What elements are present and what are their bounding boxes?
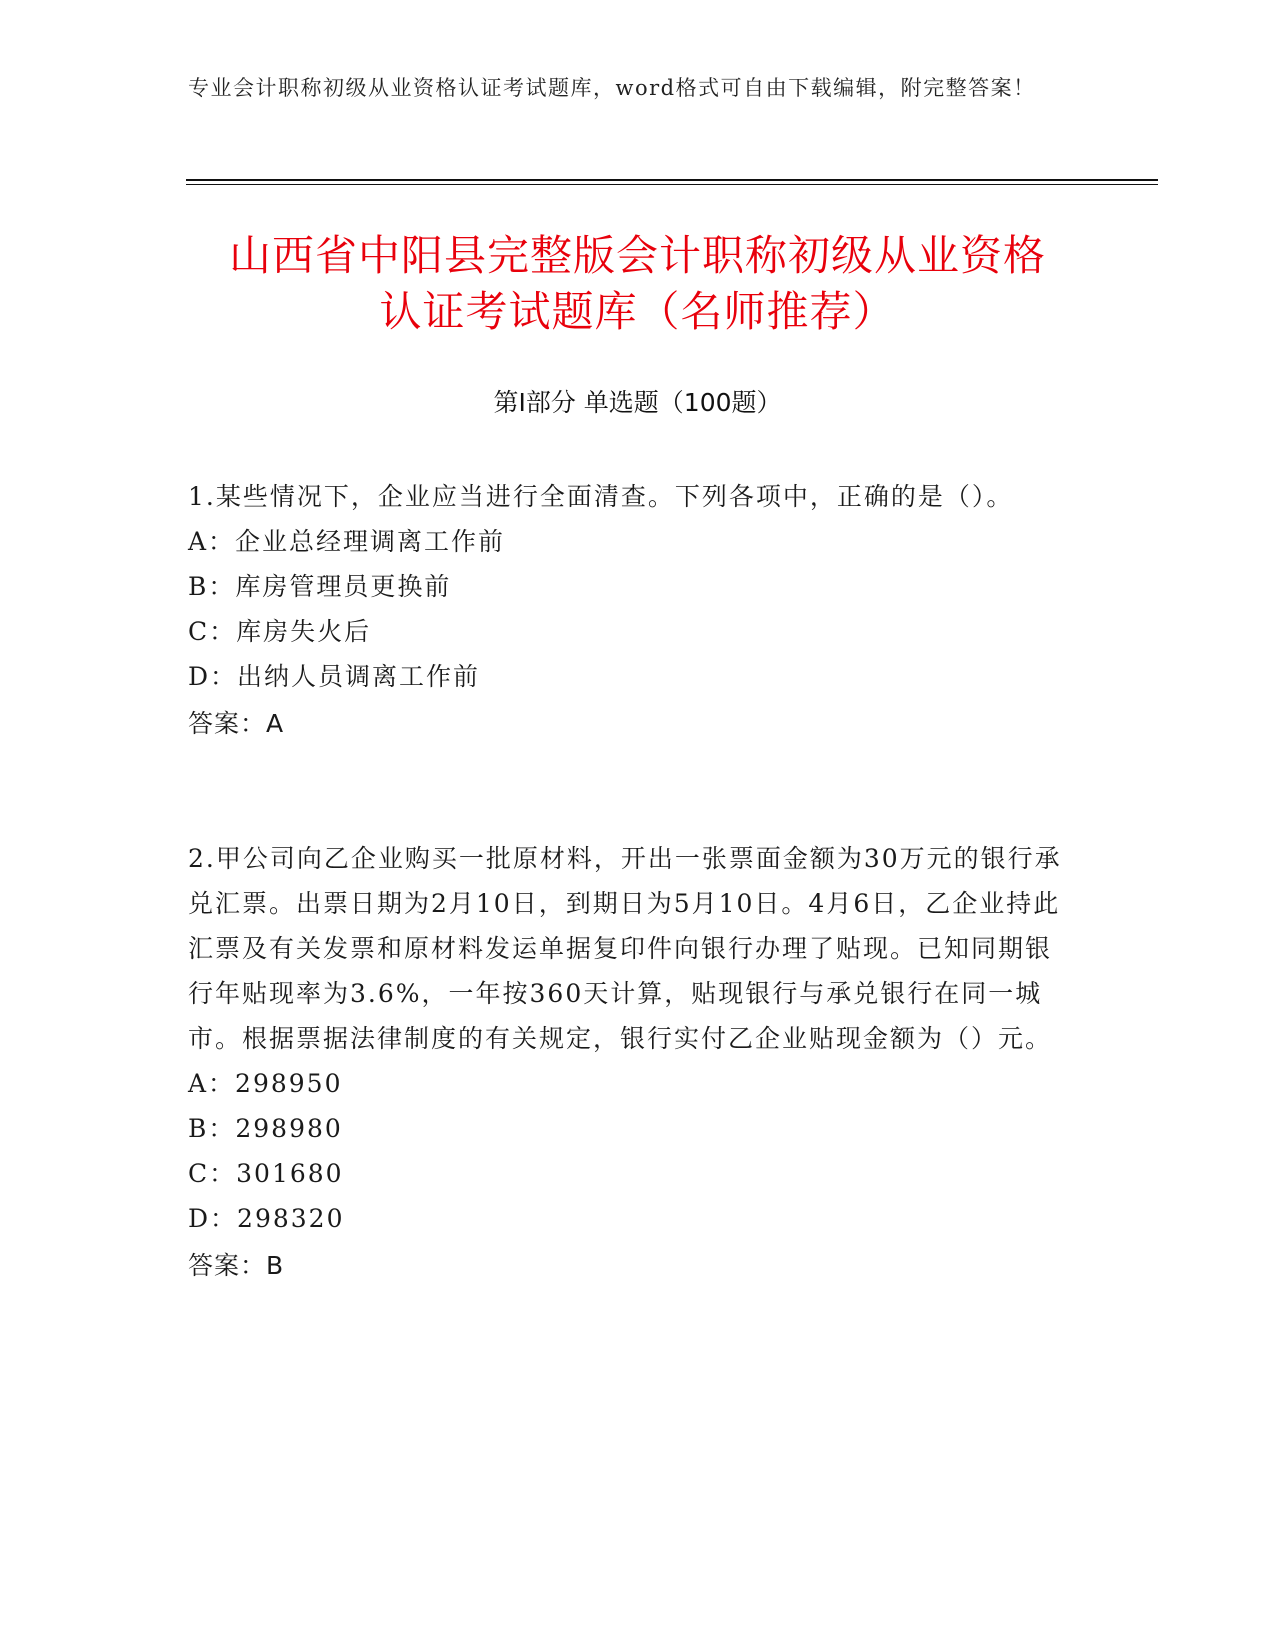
question-stem: 1.某些情况下，企业应当进行全面清查。下列各项中，正确的是（）。 [188, 482, 1014, 511]
header-divider-thick [186, 179, 1158, 181]
option-a: A：企业总经理调离工作前 [188, 527, 506, 556]
answer-line: 答案：B [188, 1251, 285, 1280]
document-title-line-1: 山西省中阳县完整版会计职称初级从业资格 [228, 231, 1046, 280]
option-d: D：出纳人员调离工作前 [188, 662, 481, 691]
question-item [188, 836, 1078, 1288]
header-note: 专业会计职称初级从业资格认证考试题库，word格式可自由下载编辑，附完整答案！ [188, 76, 1036, 100]
option-c: C：库房失火后 [188, 617, 372, 646]
option-a: A：298950 [188, 1069, 343, 1098]
section-heading: 第Ⅰ部分 单选题（100题） [493, 388, 782, 417]
option-c: C：301680 [188, 1159, 344, 1188]
option-b: B：298980 [188, 1114, 343, 1143]
answer-line: 答案：A [188, 709, 285, 738]
document-title-line-2: 认证考试题库（名师推荐） [379, 287, 896, 336]
option-d: D：298320 [188, 1204, 345, 1233]
question-item [188, 474, 1078, 746]
document-title [150, 228, 1125, 340]
question-stem: 2.甲公司向乙企业购买一批原材料，开出一张票面金额为30万元的银行承兑汇票。出票日期为2月10日，到期日为5月10日。4月6日，乙企业持此汇票及有关发票和原材料发运单据复印件向银行办理了贴现。已知同期银行年贴现率为3.6%，一年按360天计算，贴现银行与承兑银行在同一城市。根据票据法律制度的有关规定，银行实付乙企业贴现金额为（）元。 [188, 844, 1062, 1053]
option-b: B：库房管理员更换前 [188, 572, 452, 601]
header-divider-thin [186, 184, 1158, 185]
